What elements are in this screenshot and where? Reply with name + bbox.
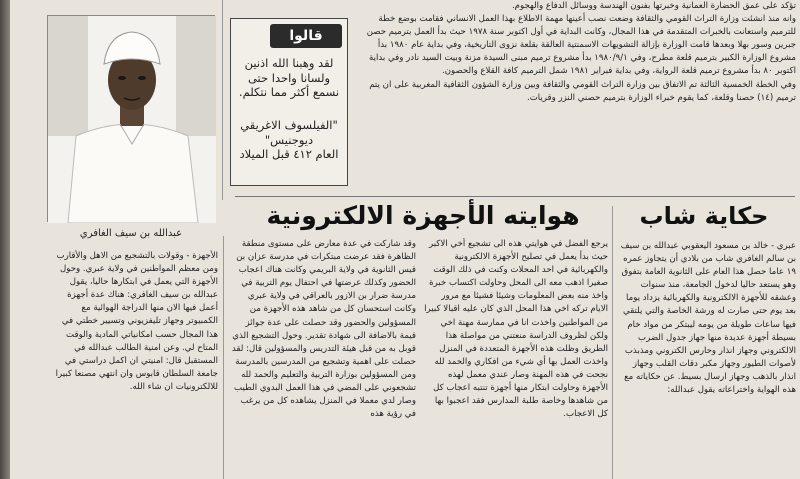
- column-rule: [223, 236, 224, 479]
- quote-author-date: العام ٤١٢ قبل الميلاد: [239, 147, 339, 161]
- main-article-column-right: يرجع الفضل في هوايتي هذه الى تشجيع أخي الاكبر حيث بدأ يعمل في تصليح الأجهزة الالكترونية والكهربائية في احد المحلات وكنت في ذلك الوقت صغيرا اذهب معه الى المحل وحاولت اكتساب خبرة واخذ منه بعض المعلومات وشيئا فشيئا مع مرور الايام تركه اخي هذا المحل الذي كان عليه اقبالا كبيرا من المواطنين واخذت انا في ممارسة مهنة اخي ولكن لظروف الدراسة منعتني من مواصلة هذا الطريق وظلت هذه الأجهزة المتعددة في المنزل واخذت العمل بها أي شيء من افكاري والحمد لله نجحت في هذه المهنة وصار عندي معمل لهذه الأجهزة وحاولت ابتكار منها أجهزة تنتبه اعجاب كل من شاهدها وخاصة طلبة المدارس فقد اعجبوا بها كل الاعجاب.: [424, 239, 608, 420]
- quote-author-name: "الفيلسوف الاغريقي ديوجنيس": [240, 118, 338, 147]
- quote-author: [236, 118, 342, 162]
- left-column-text: الأجهزة - وقولات بالتشجيع من الاهل والأقارب ومن معظم المواطنين في ولاية عبري. وحول الأجهزة التي يعمل في ابتكارها حاليا، يقول عبدالله بن سيف الغافري: هناك عدة أجهزة أعمل فيها الان منها الدراجة الهوائية مع الكمبيوتر وجهاز تليفزيوني وتسيير خطتي في هذا المجال حسب امكانياتي المادية والوقت المتاح لي. وعن امنية الطالب عبدالله في المستقبل قال: امنيتي ان اكمل دراستي في جامعة السلطان قابوس وان انتهي مصنعا كبيرا للالكترونيات ان شاء الله.: [55, 251, 218, 392]
- top-article-text: [352, 0, 796, 195]
- quote-title: قالوا: [270, 24, 342, 48]
- side-headline: حكاية شاب: [639, 202, 769, 230]
- portrait-illustration: [48, 16, 216, 223]
- side-article-text: عبري - خالد بن مسعود اليعقوبي عبدالله بن سيف بن سالم الغافري شاب من بلادي أن يتجاوز عمره ١٩ عاما حصل هذا العام على الثانوية العامة بتفوق وهو يستعد حاليا لدخول الجامعة، منذ سنوات وعشقه للأجهزة الالكترونية والكهربائية يزداد يوما بعد يوم حتى صارت له ورشة الخاصة والتي يلتقي فيها ساعات طويلة من يومه ليبتكر من مواد خام بسيطة أجهزة عديدة منها جهاز جدول الضرب الالكتروني وجهاز انذار وحارس الكتروني ومذبذب لأصوات الطيور وجهاز مكبر دقات القلب وجهاز انذار بالذهب وجهاز ارسال بسيط. عن حكاياته مع هذه الهواية واختراعاته يقول عبدالله:: [620, 241, 796, 396]
- portrait-photo: [47, 15, 215, 222]
- column-rule: [612, 206, 613, 479]
- top-article-paragraph: وفي الخطة الخمسية الثالثة تم الاتفاق بين وزارة التراث القومي والثقافة وبين وزارة الشؤون الثقافية المغربية على ان يتم ترميم (١٤) حصنا وقلعة، كما يقوم خبراء الوزارة بترميم حصني النزر وقريات.: [369, 79, 796, 103]
- main-article-column-left: وقد شاركت في عدة معارض على مستوى منطقة الظاهرة فقد عرضت مبتكرات في مدرسة عزان بن قيس الثانوية في ولاية البريمي وكانت هناك اعجاب الحضور وكذلك عرضتها في احتفال يوم التربية في مدرسة ضرار بن الازور بالعراقي في ولاية عبري وكانت استحسان كل من شاهد هذه الأجهزة من المسؤولين والحضور وقد حصلت على عدة جوائز قيمة بالاضافة الى شهادة تقدير. وحول التشجيع الذي قوبل به من قبل هيئة التدريس والمسؤولين قال: لقد حصلت على اهمية وتشجيع من المدرسين بالمدرسة ومن المسؤولين بوزارة التربية والتعليم والحمد لله تشجعوني على المضي في هذا العمل البدوي الطيب وصار لدي معملا في المنزل يشاهده كل من يرغب في رؤية هذه: [231, 239, 416, 420]
- column-rule: [222, 0, 223, 200]
- top-article-paragraph: تؤكد على عمق الحضارة العمانية وخبرتها بفنون الهندسة ووسائل الدفاع والهجوم.: [511, 1, 796, 11]
- top-article-paragraph: وانه منذ انشئت وزارة التراث القومي والثقافة وضعت نصب أعينها مهمة الاطلاع بهذا العمل الانساني فقامت بوضع خطة للترميم واستعانت بالخبرات المتقدمة في هذا المجال، وكانت البداية في أول اكتوبر سنة ١٩٧٨ حيث بدأ العمل بترميم حصن جبرين وسور بهلا وبعدها قامت الوزارة بإزالة التشويهات الاسمنتية العالقة بقلعة نزوى التاريخية، وفي بداية عام ١٩٨٠ بدأ مشروع الوزارة الكبير بترميم قلعة مطرح، وفي ١٩٨٠/٩/١ بدأ مشروع ترميم مبنى السيدة مزنة وبيت السيد نادر وفي بداية اكتوبر ٨٠ بدأ مشروع ترميم قلعة الرواية، وفي بداية فبراير ١٩٨١ شمل الترميم كافة القلاع والحصون.: [366, 14, 796, 77]
- photo-caption: عبدالله بن سيف الغافري: [79, 228, 183, 239]
- page-edge-shadow: [0, 0, 10, 479]
- main-headline: هوايته الأجهزة الالكترونية: [266, 201, 580, 230]
- quote-text: لقد وهبنا الله اذنين ولسانا واحدا حتى نسمع أكثر مما نتكلم.: [238, 56, 340, 99]
